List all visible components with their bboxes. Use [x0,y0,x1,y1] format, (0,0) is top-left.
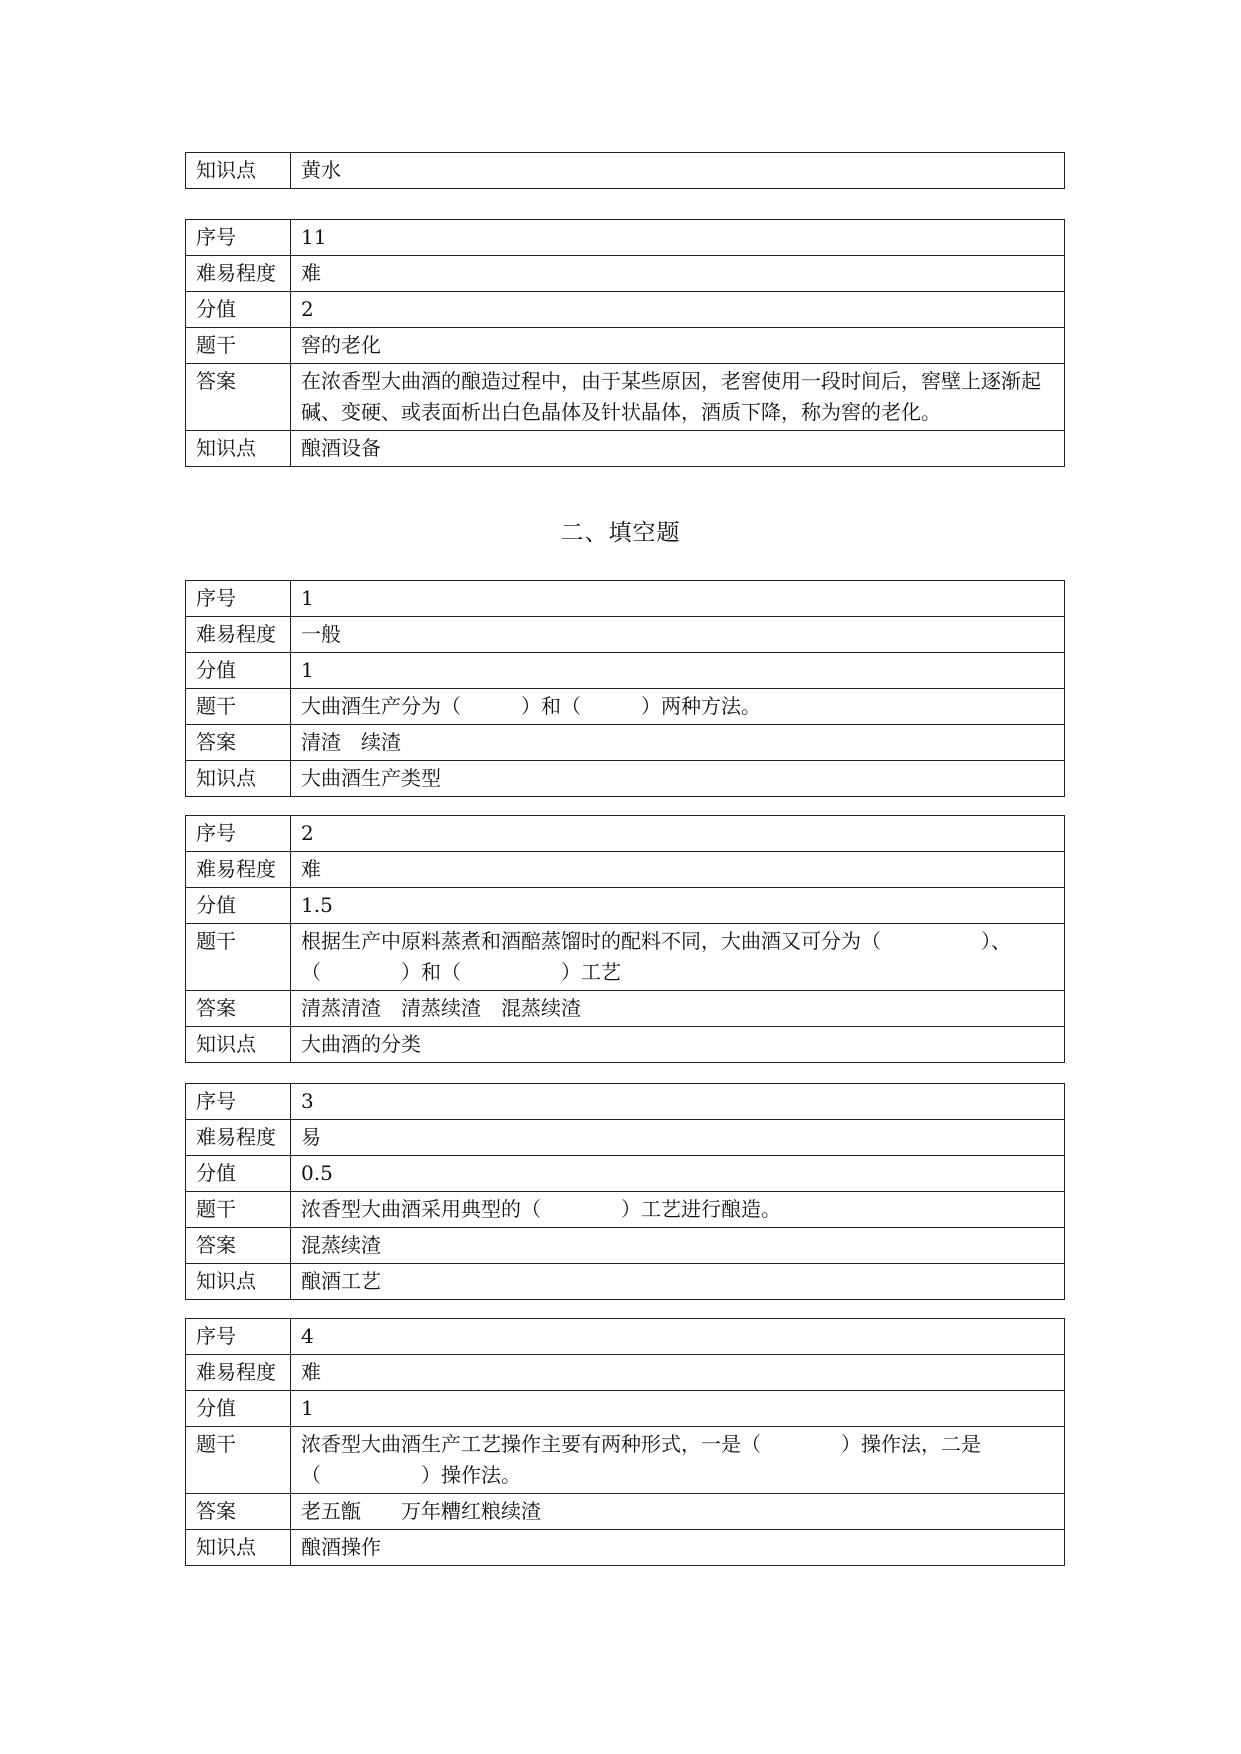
row-answer [186,1228,1065,1264]
row-knowledge [186,1264,1065,1300]
row-score [186,292,1065,328]
row-answer [186,1494,1065,1530]
value-seq: 2 [291,816,1065,852]
value-answer: 清渣 续渣 [291,725,1065,761]
label-knowledge: 知识点 [186,431,291,467]
value-answer: 清蒸清渣 清蒸续渣 混蒸续渣 [291,991,1065,1027]
label-stem: 题干 [186,1427,291,1494]
row-seq [186,220,1065,256]
row-difficulty [186,852,1065,888]
value-answer: 在浓香型大曲酒的酿造过程中，由于某些原因，老窖使用一段时间后，窖壁上逐渐起碱、变硬、或表面析出白色晶体及针状晶体，酒质下降，称为窖的老化。 [291,364,1065,431]
row-difficulty [186,1120,1065,1156]
label-seq: 序号 [186,220,291,256]
label-score: 分值 [186,653,291,689]
row-stem [186,689,1065,725]
value-score: 1 [291,653,1065,689]
value-seq: 1 [291,581,1065,617]
value-knowledge: 酿酒工艺 [291,1264,1065,1300]
value-stem: 大曲酒生产分为（ ）和（ ）两种方法。 [291,689,1065,725]
row-difficulty [186,617,1065,653]
value-score: 0.5 [291,1156,1065,1192]
row-stem [186,328,1065,364]
table-fill-question-1 [185,580,1065,797]
value-seq: 3 [291,1084,1065,1120]
value-difficulty: 难 [291,852,1065,888]
section-title: 二、填空题 [560,520,681,546]
value-answer: 混蒸续渣 [291,1228,1065,1264]
label-difficulty: 难易程度 [186,617,291,653]
row-knowledge [186,431,1065,467]
row-stem [186,1427,1065,1494]
label-answer: 答案 [186,364,291,431]
label-score: 分值 [186,1391,291,1427]
label-seq: 序号 [186,1319,291,1355]
label-difficulty: 难易程度 [186,1355,291,1391]
label-score: 分值 [186,292,291,328]
value-knowledge: 酿酒操作 [291,1530,1065,1566]
label-seq: 序号 [186,816,291,852]
row-score [186,653,1065,689]
value-difficulty: 难 [291,256,1065,292]
row-stem [186,1192,1065,1228]
value-stem: 浓香型大曲酒采用典型的（ ）工艺进行酿造。 [291,1192,1065,1228]
label-stem: 题干 [186,689,291,725]
label-stem: 题干 [186,328,291,364]
label-stem: 题干 [186,1192,291,1228]
row-score [186,1391,1065,1427]
value-knowledge: 黄水 [291,153,1065,189]
label-knowledge: 知识点 [186,1027,291,1063]
row-difficulty [186,256,1065,292]
label-difficulty: 难易程度 [186,256,291,292]
value-seq: 11 [291,220,1065,256]
label-knowledge: 知识点 [186,1264,291,1300]
label-answer: 答案 [186,1228,291,1264]
value-stem: 浓香型大曲酒生产工艺操作主要有两种形式，一是（ ）操作法，二是（ ）操作法。 [291,1427,1065,1494]
row-stem [186,924,1065,991]
label-difficulty: 难易程度 [186,1120,291,1156]
label-score: 分值 [186,1156,291,1192]
value-score: 1.5 [291,888,1065,924]
value-seq: 4 [291,1319,1065,1355]
value-stem: 根据生产中原料蒸煮和酒醅蒸馏时的配料不同，大曲酒又可分为（ ）、（ ）和（ ）工艺 [291,924,1065,991]
label-knowledge: 知识点 [186,1530,291,1566]
label-seq: 序号 [186,1084,291,1120]
table-fill-question-3 [185,1083,1065,1300]
table-fill-question-4 [185,1318,1065,1566]
row-score [186,888,1065,924]
row-answer [186,725,1065,761]
label-answer: 答案 [186,1494,291,1530]
label-difficulty: 难易程度 [186,852,291,888]
label-answer: 答案 [186,991,291,1027]
row-score [186,1156,1065,1192]
value-answer: 老五甑 万年糟红粮续渣 [291,1494,1065,1530]
label-knowledge: 知识点 [186,761,291,797]
table-top-partial [185,152,1065,189]
value-knowledge: 大曲酒生产类型 [291,761,1065,797]
row-seq [186,1084,1065,1120]
row-knowledge [186,153,1065,189]
value-knowledge: 大曲酒的分类 [291,1027,1065,1063]
label-knowledge: 知识点 [186,153,291,189]
value-stem: 窖的老化 [291,328,1065,364]
value-knowledge: 酿酒设备 [291,431,1065,467]
table-question-11 [185,219,1065,467]
value-difficulty: 易 [291,1120,1065,1156]
label-score: 分值 [186,888,291,924]
row-seq [186,1319,1065,1355]
row-seq [186,816,1065,852]
row-knowledge [186,1530,1065,1566]
value-score: 1 [291,1391,1065,1427]
label-stem: 题干 [186,924,291,991]
row-seq [186,581,1065,617]
label-answer: 答案 [186,725,291,761]
value-score: 2 [291,292,1065,328]
value-difficulty: 难 [291,1355,1065,1391]
label-seq: 序号 [186,581,291,617]
value-difficulty: 一般 [291,617,1065,653]
row-answer [186,991,1065,1027]
row-knowledge [186,761,1065,797]
table-fill-question-2 [185,815,1065,1063]
row-answer [186,364,1065,431]
row-knowledge [186,1027,1065,1063]
row-difficulty [186,1355,1065,1391]
